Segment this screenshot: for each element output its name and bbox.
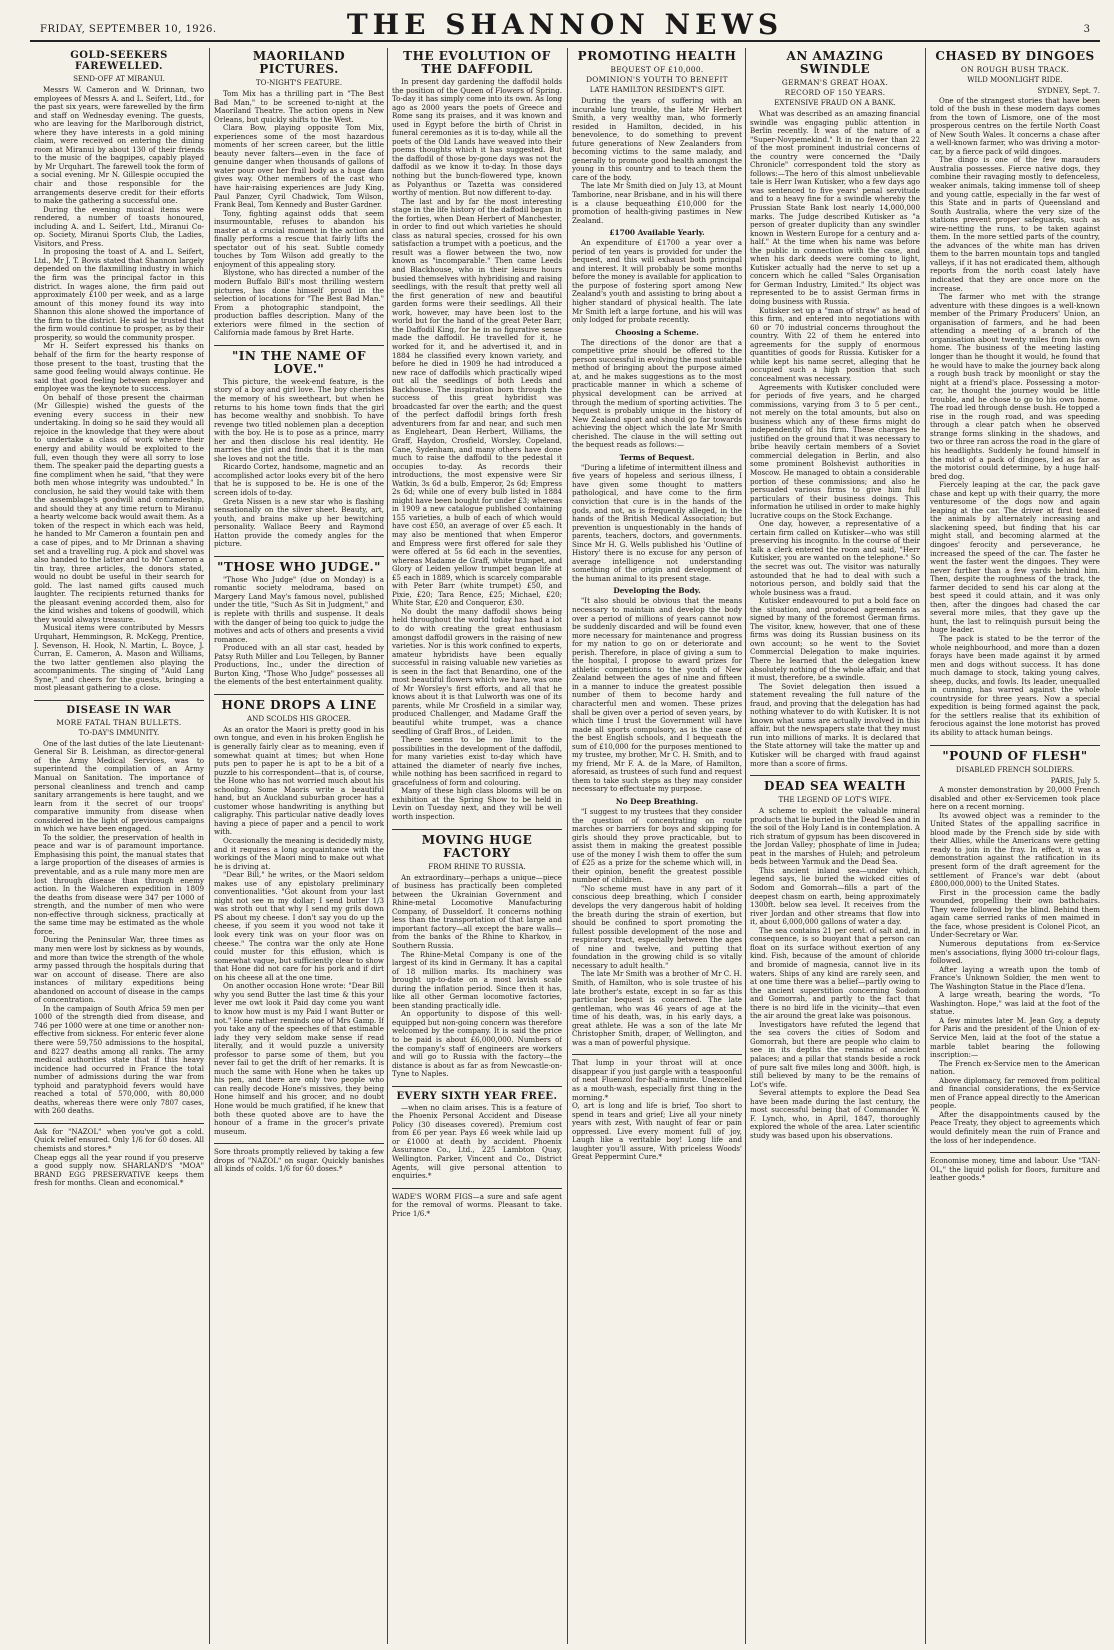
paragraph: After laying a wreath upon the tomb of France's Unknown Soldier, the men went to The Washington Statue in the Place d'Iena.	[930, 964, 1100, 991]
issue-date: FRIDAY, SEPTEMBER 10, 1926.	[40, 24, 217, 35]
paragraph: Many of these high class blooms will be on exhibition at the Spring Show to be held in Levin on Tuesday next, and they will be well worth inspection.	[392, 786, 562, 822]
headline: THE EVOLUTION OF THE DAFFODIL	[403, 49, 551, 76]
headline: MAORILAND PICTURES.	[252, 49, 346, 76]
headline: "THOSE WHO JUDGE."	[217, 559, 381, 574]
paragraph: The Soviet delegation then issued a statement revealing the full nature of the fraud, and proving that the delegation has had nothing whatever to do with Kutisker. It is not known what sums are actually involved in this affair, but the newspapers state that they must run into millions of marks. It is declared that the State attorney will take the matter up and Kutisker will be charged with fraud against more than a score of firms.	[750, 681, 920, 768]
paragraph: "During a lifetime of intermittent illness and five years of hopeless and serious illness, I have given some thought to matters pathological, and have come to the firm conviction that cure is in the hands of the gods, and not, as is frequently alleged, in the hands of the British Medical Association; but prevention is unquestionably in the hands of parents, teachers, doctors, and governments. Since Mr H. G. Wells published his 'Outline of History' there is no excuse for any person of average intelligence not understanding something of the origin and development of the human animal to its present stage.	[572, 462, 742, 583]
divider	[392, 829, 562, 830]
article	[34, 700, 204, 1116]
paragraph: Messrs W. Cameron and W. Drinnan, two employees of Messrs A. and L. Seifert, Ltd., for the past six years, were farewelled by the firm and staff on Wednesday evening. The guests, who are leaving for the Marlborough district, where they have interests in a gold mining claim, were received on entering the dining room at Miranui by about 130 of their friends to the music of the bagpipes, capably played by Mr Urquhart. The farewell took the form of a social evening. Mr N. Gillespie occupied the chair and those responsible for the arrangements deserve credit for their efforts to make the gathering a successful one.	[34, 85, 204, 206]
paragraph: —when no claim arises. This is a feature of the Phoenix Personal Accident and Disease Policy (30 diseases covered). Premium cost from £6 per year. Pays £6 week while laid up or £1000 at death by accident. Phoenix Assurance Co., Ltd., 225 Lambton Quay, Wellington. Parker, Vincent and Co., District Agents, will give personal attention to enquiries.*	[392, 1102, 562, 1181]
paragraph: "It also should be obvious that the means necessary to maintain and develop the body over a period of millions of years cannot now be suddenly discarded and will be found even more necessary for maintenance and progress for my nation to go on or deteriorate and perish. Therefore, in place of giving a sum to the hospital, I propose to award prizes for athletic competitions to the youth of New Zealand between the ages of nine and fifteen in a manner to induce the greatest possible number of them to become hardy and characterful men and women. These prizes shall be given over a period of seven years, by which time I trust the Government will have made all sports compulsory, as is the case of the best English schools, and I bequeath the sum of £10,000 for the purposes mentioned to my trustee, my brother, Mr C. H. Smith, and to my friend, Mr F. A. de la Mare, of Hamilton, aforesaid, as trustees of such fund and request them to take such steps as they may consider necessary to effectuate my purpose.	[572, 596, 742, 794]
column	[572, 48, 742, 1644]
paragraph: No doubt the many daffodil shows being held throughout the world today has had a lot to do with creating the great enthusiasm amongst daffodil growers in the raising of new varieties. Nor is this work confined to experts, amateur hybridists have been equally successful in raising valuable new varieties as is seen in the fact that Benardino, one of the most beautiful flowers which we have, was one of Mr Worsley's first efforts, and all that he knows about it is that Lulworth was one of its parents, while Mr Crosfield in a similar way, produced Challenger, and Madame Graff the beautiful white trumpet, was a chance seedling of Graff Bros., of Leiden.	[392, 606, 562, 736]
headline: "POUND OF FLESH"	[942, 748, 1088, 763]
subheadline: TO-NIGHT'S FEATURE.	[255, 78, 343, 87]
column	[214, 48, 384, 1644]
paragraph: There seems to be no limit to the possibilities in the development of the daffodil, for many varieties exist to-day which have attained the diameter of nearly five inches, while nothing has been sacrificed in regard to gracefulness of form and colouring.	[392, 735, 562, 787]
paragraph: Tony, fighting against odds that seem insurmountable, refuses to abandon his master at a crucial moment in the action and finally performs a rescue that fairly lifts the spectator out of his seat. Subtle comedy touches by Tom Wilson add greatly to the enjoyment of this appealing story.	[214, 208, 384, 269]
paragraph: Blystone, who has directed a number of the modern Buffalo Bill's most thrilling western pictures, has done himself proud in the selection of locations for "The Best Bad Man." From a photographic standpoint, the production baffles description. Many of the exteriors were filmed in the section of California made famous by Bret Harte.	[214, 268, 384, 338]
paragraph: An opportunity to dispose of this well-equipped but non-going concern was therefore welcomed by the company. It is said the price to be paid is about £6,000,000. Numbers of the company's staff of engineers are workers and will go to Russia with the factory—the distance is about as far as from Newcastle-on-Tyne to Naples.	[392, 1009, 562, 1079]
divider	[392, 1188, 562, 1189]
paragraph: Kutisker endeavoured to put a bold face on the situation, and produced agreements as signed by many of the foremost German firms. The visitor, knew, however, that one of these firms was doing its Russian business on its own account; so he went to the Soviet Commercial Delegation to make inquiries. There he learned that the delegation knew absolutely nothing of the whole affair, and that it must, therefore, be a swindle.	[750, 596, 920, 683]
divider	[572, 1054, 742, 1055]
paragraph: The directions of the donor are that a competitive prize should be offered to the person successful in evolving the most suitable method of bringing about the purpose aimed at, and he makes suggestions as to the most practicable manner in which a scheme of physical development can be arrived at through the medium of sporting activities. The bequest is probably unique in the history of New Zealand sport and should go far towards achieving the object which the late Mr Smith cherished. The clause in the will setting out the bequest reads as follows:—	[572, 337, 742, 450]
subheadline: ON ROUGH BUSH TRACK.	[960, 65, 1070, 74]
headline: MOVING HUGE FACTORY	[421, 832, 533, 860]
divider	[214, 694, 384, 695]
paragraph: A scheme to exploit the valuable mineral products that lie buried in the Dead Sea and in the soil of the Holy Land is in contemplation. A rich stratum of gypsum has been discovered in the Jordan Valley; phosphate of lime in Judea; peat in the marshes of Huleh; and petroleum beds between Yarmuk and the Dead Sea.	[750, 806, 920, 867]
subheadline: RECORD OF 150 YEARS.	[784, 88, 886, 97]
column-rule	[387, 48, 388, 1644]
paragraph: During the years of suffering with an incurable lung trouble, the late Mr Herbert Smith, a very wealthy man, who formerly resided in Hamilton, decided, in his benevolence, to do something to prevent future generations of New Zealanders from becoming victims to the same malady, and generally to promote good health amongst the young in this country and to teach them the care of the body.	[572, 96, 742, 182]
paragraph: Its avowed object was a reminder to the United States of the appalling sacrifice in blood made by the French side by side with their Allies, while the Americans were getting ready to join in the fray. In effect, it was a demonstration against the ratification in its present form of the draft agreement for the settlement of France's war debt (about £800,000,000) to the United States.	[930, 810, 1100, 889]
paragraph: Musical items were contributed by Messrs Urquhart, Hemmingson, R. McKegg, Prentice, J. Sevenson, H. Hook, N. Martin, L. Boyce, J. Curran, E. Cameron, A. Mason and Williams, the two latter gentlemen also playing the accompaniments. The singing of "Auld Lang Syne," and cheers for the guests, bringing a most pleasant gathering to a close.	[34, 623, 204, 693]
subheadline: GERMAN'S GREAT HOAX.	[781, 78, 889, 87]
paragraph: Agreements with Kutisker concluded were for periods of five years, and he charged commissions, varying from 3 to 5 per cent., not merely on the total amounts, but also on business which any of these firms might do independently of his firm. These charges he justified on the ground that it was necessary to bribe heavily certain members of a Soviet commercial delegation in Berlin, and also some prominent Bolshevist authorities in Moscow. He managed to obtain a considerable portion of these commissions; and also he persuaded various firms to give him full particulars of their business doings. This information he utilised in order to make highly lucrative coups on the Stock Exchange.	[750, 382, 920, 520]
paragraph: Above diplomacy, far removed from political and financial considerations, the ex-Service men of France appeal directly to the American people.	[930, 1075, 1100, 1111]
paragraph: WADE'S WORM FIGS—a sure and safe agent for the removal of worms. Pleasant to take. Price 1/6.*	[392, 1191, 562, 1218]
paragraph: Occasionally the meaning is decidedly misty, and it requires a long acquaintance with the workings of the Maori mind to make out what he is driving at.	[214, 836, 384, 871]
headline: HONE DROPS A LINE	[221, 697, 377, 712]
section-heading: Developing the Body.	[613, 586, 701, 596]
section-heading: Choosing a Scheme.	[615, 327, 699, 337]
headline: "IN THE NAME OF LOVE."	[232, 348, 366, 376]
subheadline: LATE HAMILTON RESIDENT'S GIFT.	[589, 85, 725, 94]
paragraph: The Rhine-Metal Company is one of the largest of its kind in Germany. It has a capital of 18 million marks. Its machinery was brought up-to-date on a most lavish scale during the inflation period. Since then it has, like all other German locomotive factories, been standing practically idle.	[392, 949, 562, 1010]
divider	[392, 1086, 562, 1087]
paragraph: What was described as an amazing financial swindle was engaging public attention in Berlin recently. It was of the nature of a "Super-Novpemekind." It in no fewer than 22 of the most prominent industrial concerns of the country were concerned the "Daily Chronicle" correspondent told the story as follows:—The hero of this almost unbelievable tale is Herr Iwan Kutisker, who a few days ago was sentenced to five years' penal servitude and to a heavy fine for a swindle whereby the Prussian State Bank lost nearly 14,000,000 marks. The Judge described Kutisker as "a person of greater duplicity than any swindler known in Western Europe for a century and a-half." At the time when his name was before the public in connection with the case, and when his dark deeds were coming to light, Kutisker actually had the nerve to set up a concern which he called "Sales Organisation for German Industry, Limited." Its object was represented to be to assist German firms in doing business with Russia.	[750, 109, 920, 307]
paragraph: A few minutes later M. Jean Goy, a deputy for Paris and the president of the Union of ex-Service Men, laid at the foot of the statue a marble tablet bearing the following inscription:—	[930, 1015, 1100, 1060]
paragraph: This ancient inland sea—under which, legend says, lie buried the wicked cities of Sodom and Gomorrah—fills a part of the deepest chasm on earth, being approximately 1300ft. below sea level. It receives from the river Jordan and other streams that flow into it, about 6,000,000 gallons of water a day.	[750, 865, 920, 927]
divider	[214, 556, 384, 557]
paragraph: During the evening musical items were rendered, a number of toasts honoured, including A. and L. Seifert, Ltd., Miranui Co-op. Society, Miranui Sports Club, the Ladies, Visitors, and Press.	[34, 204, 204, 248]
paragraph: The last and by far the most interesting stage in the life history of the daffodil began in the forties, when Dean Herbert of Manchester, in order to find out which varieties he should class as natural species, crossed for his own satisfaction a trumpet with a poeticus, and the result was a flower between the two, now known as "incomparable." Then came Leeds and Blackhouse, who in their leisure hours busied themselves with hybridising and raising seedlings, with the result that pretty well all the first generation of new and beautiful garden forms were their seedlings. All their work, however, may have been lost to the world but for the hand of the great Peter Barr, the Daffodil King, for he in no figurative sense made the daffodil. He travelled for it, he worked for it, and he advertised it, and in 1884 he classified every known variety, and before he died in 1909 he had introduced a new race of daffodils which practically wiped out all the seedlings of both Leeds and Backhouse. The inspiration born through the success of this great hybridist was broadcasted far over the earth; and the quest of the perfect daffodil brings forth fresh adventurers from far and near, and such men as Engleheart, Dean Herbert, Williams, the Graff, Haydon, Crosfield, Worsley, Copeland, Cane, Sydenham, and many others have done much to raise the daffodil to the pedestal it occupies to-day. As records their introductions, the most expensive were Sir Watkin, 3s 6d a bulb, Emperor, 2s 6d; Empress 2s 6d; while one of every bulb listed in 1884 might have been bought for under £3; whereas in 1909 a new catalogue published containing 155 varieties, a bulb of each of which would have cost £50, an average of over £5 each. It may also be mentioned that when Emperor and Empress were first offered for sale they were offered at 5s 6d each in the seventies, whereas Madame de Graff, white trumpet, and Glory of Leiden yellow trumpet began life at £5 each in 1889, which is scarcely comparable with Peter Barr (white trumpet) £50, and Pixie, £20; Tara Rence, £25; Michael, £20; White Star, £20 and Conqueror, £30.	[392, 196, 562, 608]
advertisement	[392, 1188, 562, 1219]
paragraph: This picture, the week-end feature, is the story of a boy and girl love. The boy cherishes the memory of his sweetheart, but when he returns to his home town finds that the girl has become wealthy and snobbish. To have revenge two titled noblemen plan a deception with the boy. He is to pose as a prince, marry her and then disclose his real identity. He marries the girl and finds that it is the man she loves and not the title.	[214, 376, 384, 463]
paragraph: The French ex-Service men to the American nation.	[930, 1058, 1100, 1077]
article	[750, 50, 920, 768]
paragraph: The late Mr Smith was a brother of Mr C. H. Smith, of Hamilton, who is sole trustee of his late brother's estate, except in so far as this particular bequest is concerned. The late gentleman, who was 46 years of age at the time of his death, was, in his early days, a great athlete. He was a son of the late Mr Christopher Smith, draper, of Wellington, and was a man of powerful physique.	[572, 969, 742, 1047]
paragraph: In present day gardening the daffodil holds the position of the Queen of Flowers of Spring. To-day it has simply come into its own. As long ago as 2000 years the poets of Greece and Rome sang its praises, and it was known and used in Egypt before the birth of Christ in funeral ceremonies as it is to-day, while all the poets of the Old Lands have weaved into their poems thoughts which it has suggested. But the daffodil of those by-gone days was not the daffodil as we know it to-day. In those days nothing but the bunch-flowered type, known as Polyanthus or Tazetta was considered worthy of mention. But now different to-day.	[392, 77, 562, 198]
section-heading: Terms of Bequest.	[619, 452, 695, 462]
subheadline: WILD MOONLIGHT RIDE.	[967, 75, 1063, 84]
advertisement	[34, 1123, 204, 1188]
paragraph: "Dear Bill," he writes, or the Maori seldom makes use of any epistolary preliminary conventionalities. "Got akount from your last night not see m my dollar; I send butter 1/3 was stroth out that why I send my grils down PS about my cheese. I don't say you do up the cheese, if you seem it you wood not take it look every tink was on your floor was on cheese." The contra war the only ate Hone could muster for this effusion, which is somewhat vague, but sufficiently clear to show that Hone did not care for his pork and if dirt on his cheese all at the one time.	[214, 870, 384, 982]
subheadline: AND SCOLDS HIS GROCER.	[246, 713, 352, 723]
dateline: PARIS, July 5.	[1050, 775, 1100, 785]
paragraph: A monster demonstration by 20,000 French disabled and other ex-Servicemen took place here on a recent morning.	[930, 785, 1100, 812]
paragraph: Economise money, time and labour. Use "TAN-OL," the liquid polish for floors, furniture and leather goods.*	[930, 1156, 1100, 1183]
paragraph: On another occasion Hone wrote: "Dear Bill why you send Butter the last time & this your lever me owt look it Paid day come you want to know how must is my Paid I want Butter or not." Hone rather reminds one of Mrs Gamp. If you take any of the speeches of that estimable lady they very seldom make sense if read literally, and it would puzzle a university professor to parse some of them, but you never fail to get the drift of her remarks. It is much the same with Hone when he takes up his pen, and there are only two people who can really decode Hone's missives, they being Hone himself and his grocer, and no doubt Hone would be much gratified, if he knew that both these quoted above are to have the honour of a frame in the grocer's private museum.	[214, 981, 384, 1136]
paragraph: One of the last duties of the late Lieutenant-General Sir B. Leishman, as director-general of the Army Medical Services, was to superintend the compilation of an Army Manual on Sanitation. The importance of personal cleanliness and trench and camp sanitary arrangements is here taught, and we learn from it the secret of our troops' comparative immunity from disease when considered in the light of previous campaigns in which we have been engaged.	[34, 738, 204, 834]
subheadline: BEQUEST OF £10,000.	[610, 65, 704, 74]
paragraph: Ricardo Cortez, handsome, magnetic and an accomplished actor looks every bit of the hero that he is supposed to be. He is one of the screen idols of to-day.	[214, 462, 384, 497]
column-rule	[209, 48, 210, 1644]
article	[930, 745, 1100, 1146]
paragraph: The dingo is one of the few marauders Australia possesses. Fierce native dogs, they combine their ravaging mostly to defenceless, weaker animals, taking immense toll of sheep and young cattle, especially in the far west of this State and in parts of Queensland and South Australia, where the very size of the stations prevent proper safeguards, such as wire-netting the runs, to be taken against them. In the more settled parts of the country, the advances of the white man has driven them to the barren mountain tops and tangled valleys, if it has not eradicated them, although reports from the north coast lately have indicated that they are once more on the increase.	[930, 155, 1100, 293]
column	[750, 48, 920, 1644]
headline: CHASED BY DINGOES	[935, 49, 1095, 63]
paragraph: An extraordinary—perhaps a unique—piece of business has practically been completed between the Ukrainian Government and Rhine-metal Locomotive Manufacturing Company, of Dusseldorf. It concerns nothing less than the transportation of that large and important factory—all except the bare walls—from the banks of the Rhine to Kharkov, in Southern Russia.	[392, 872, 562, 950]
paragraph: A large wreath, bearing the words, "To Washington. Hope," was laid at the foot of the statue.	[930, 990, 1100, 1017]
paragraph: To the soldier, the preservation of health in peace and war is of paramount importance. Emphasising this point, the manual states that a large proportion of the diseases of armies is preventable, and as a rule many more men are lost through disease than through enemy action. In the Walcheren expedition in 1809 the deaths from disease were 347 per 1000 of strength, and the number of men who were non-effective through sickness, practically at the same time may be estimated as the whole force.	[34, 832, 204, 936]
paragraph: Clara Bow, playing opposite Tom Mix, experiences some of the most hazardous moments of her screen career, but the little beauty never falters—even in the face of genuine danger when thousands of gallons of water pour over her frail body as a huge dam gives way. Other members of the cast who have hair-raising experiences are Judy King, Paul Panzer, Cyril Chadwick, Tom Wilson, Frank Beal, Tom Kennedy and Buster Gardner.	[214, 123, 384, 210]
subheadline: SEND-OFF AT MIRANUI.	[73, 74, 165, 83]
paragraph: One day, however, a representative of a certain firm called on Kutisker—who was still preserving his incognito. In the course of their talk a clerk entered the room and said, "Herr Kutisker, you are wanted on the telephone." So the secret was out. The visitor was naturally astounded that he had to deal with such a notorious person, and boldly said that the whole business was a fraud.	[750, 519, 920, 597]
article	[214, 50, 384, 338]
paragraph: Ask for "NAZOL" when you've got a cold. Quick relief ensured. Only 1/6 for 60 doses. All chemists and stores.*	[34, 1126, 204, 1153]
headline: DISEASE IN WAR	[66, 704, 172, 716]
paragraph: Tom Mix has a thrilling part in "The Best Bad Man," to be screened to-night at the Maoriland Theatre. The action opens in New Orleans, but quickly shifts to the West.	[214, 89, 384, 124]
paragraph: Mr H. Seifert expressed his thanks on behalf of the firm for the hearty response of those present to the toast, trusting that the same good feeling would always continue. He said that good feeling between employer and employee was the keynote to success.	[34, 341, 204, 394]
article	[750, 775, 920, 1140]
paragraph: The sea contains 21 per cent. of salt and, in consequence, is so buoyant that a person can float on its surface without exertion of any kind. Fish, because of the amount of chloride and bromide of magnesia, cannot live in its waters. Ships of any kind are rarely seen, and at one time there was a belief—partly owing to the ancient superstition concerning Sodom and Gomorrah, and partly to the fact that there is no bird life in the vicinity—that even the air around the great lake was poisonous.	[750, 925, 920, 1021]
subheadline: EXTENSIVE FRAUD ON A BANK.	[774, 98, 896, 107]
paragraph: The pack is stated to be the terror of the whole neighbourhood, and more than a dozen forays have been made against it by armed men and dogs without success. It has done much damage to stock, taking young calves, sheep, ducks, and fowls. Its leader, unequalled in cunning, has warred against the whole countryside for three years. Now a special expedition is being formed against the pack, for the settlers realise that its exhibition of ferocious against the lone motorist has proved its ability to attack human beings.	[930, 634, 1100, 738]
paragraph: In proposing the toast of A. and L. Seifert, Ltd., Mr J. T. Bovis stated that Shannon largely depended on the flaxmilling industry in which the firm was the principal factor in this district. In wages alone, the firm paid out approximately £100 per week, and as a large amount of this money found its way into Shannon this alone showed the importance of the firm to the district. He said he trusted that the firm would continue to prosper, as by their prosperity, so would the community prosper.	[34, 247, 204, 342]
column-rule	[925, 48, 926, 1644]
article	[34, 50, 204, 693]
advertisement	[214, 1143, 384, 1174]
column	[392, 48, 562, 1644]
divider	[34, 700, 204, 701]
paragraph: Fiercely leaping at the car, the pack gave chase and kept up with their quarry, the more venturesome of the dogs now and again leaping at the car. The driver at first teased the animals by alternately increasing and slackening speed, but finding that his car might stall, and becoming alarmed at the dingoes' ferocity and perseverance, he increased the speed of the car. The faster he went the faster went the dingoes. They were never further than a few yards behind him. Then, despite the roughness of the track, the farmer decided to send his car along at the best speed it could attain, and it was only then, after the dingoes had chased the car several more miles, that they gave up the hunt, the last to relinquish pursuit being the huge leader.	[930, 480, 1100, 635]
advertisement	[572, 1054, 742, 1162]
paragraph: Numerous deputations from ex-Service men's associations, flying 3000 tri-colour flags, followed.	[930, 938, 1100, 966]
paragraph: Greta Nissen is a new star who is flashing sensationally on the silver sheet. Beauty, art, youth, and brains make up her bewitching personality. Wallace Beery and Raymond Hatton provide the comedy angles for the picture.	[214, 496, 384, 549]
subheadline: MORE FATAL THAN BULLETS.	[56, 717, 182, 727]
paragraph: As an orator the Maori is pretty good in his own tongue, and even in his broken English he is generally fairly clear as to meaning, even if somewhat quaint at times; but when Hone puts pen to paper he is apt to be a bit of a puzzle to his correspondent—that is, of course, the Hone who has not worried much about his schooling. Some Maoris write a beautiful hand, but an Auckland suburban grocer has a customer whose handwriting is anything but caligraphy. This particular native deadly loves having a piece of paper and a pencil to work with.	[214, 724, 384, 837]
subheadline: DISABLED FRENCH SOLDIERS.	[955, 764, 1075, 774]
article	[392, 1086, 562, 1181]
paragraph: The late Mr Smith died on July 13, at Mount Tamborine, near Brisbane, and in his will there is a clause bequeathing £10,000 for the promotion of health-giving pastimes in New Zealand.	[572, 181, 742, 225]
article	[214, 345, 384, 549]
paragraph: In the campaign of South Africa 59 men per 1000 of the strength died from disease, and 746 per 1000 were at one time or another non-effective from sickness. For enteric fever alone there were 59,750 admissions to the hospital, and 8227 deaths among all ranks. The army medical authorities state that if this heavy incidence had occurred in France the total number of admissions during the war from typhoid and paratyphoid fevers would have reached a total of 570,000, with 80,000 deaths, whereas there were only 7807 cases, with 260 deaths.	[34, 1003, 204, 1116]
subheadline: DOMINION'S YOUTH TO BENEFIT	[586, 75, 728, 84]
divider	[930, 1152, 1100, 1153]
divider	[34, 1123, 204, 1124]
section-heading: No Deep Breathing.	[615, 797, 699, 807]
masthead	[30, 6, 1100, 42]
paragraph: That lump in your throat will at once disappear if you just gargle with a teaspoonful of neat Fluenzol for-half-a-minute. Unexcelled as a mouth-wash, especially first thing in the morning.*	[572, 1058, 742, 1102]
article	[392, 829, 562, 1079]
headline: DEAD SEA WEALTH	[764, 779, 906, 794]
subheadline: TO-DAY'S IMMUNITY.	[78, 727, 160, 737]
page-number: 3	[1083, 24, 1090, 35]
article	[214, 556, 384, 687]
article	[214, 694, 384, 1136]
column-rule	[745, 48, 746, 1644]
paragraph: Produced with an all star cast, headed by Patsy Ruth Miller and Lou Tellegen, by Banner Productions, Inc., under the direction of Burton King, "Those Who Judge" possesses all the elements of the best entertainment quality.	[214, 643, 384, 687]
article	[572, 50, 742, 1047]
paragraph: An expenditure of £1700 a year over a period of ten years is provided for under the bequest, and this will exhaust both principal and interest. It will probably be some months before the money is available for application to the purpose of fostering sport among New Zealand's youth and assisting to bring about a higher standard of physical health. The late Mr Smith left a large fortune, and his will was only lodged for probate recently.	[572, 238, 742, 325]
paragraph: "No scheme must have in any part of it conscious deep breathing, which I consider develops the very dangerous habit of holding the breath during the strain of exertion, but should be confined to sport promoting the fullest possible development of the nose and respiratory tract, especially between the ages of nine and twelve, and putting that foundation in the growing child is so vitally necessary to adult health."	[572, 883, 742, 970]
divider	[214, 1143, 384, 1144]
paragraph: Kutisker set up a "man of straw" as head of this firm, and entered into negotiations with 60 or 70 industrial concerns throughout the country. With 22 of them he entered into agreements for the supply of enormous quantities of goods for Russia. Kutisker for a while kept his name secret, alleging that he occupied such a high position that such concealment was necessary.	[750, 305, 920, 383]
paragraph: "Those Who Judge" (due on Monday) is a romantic society melodrama, based on Margery Land May's famous novel, published under the title, "Such As Sit in Judgment," and is replete with thrills and suspense. It deals with the danger of being too quick to judge the motives and acts of others and presents a vivid romance.	[214, 574, 384, 644]
subheadline: THE LEGEND OF LOT'S WIFE.	[778, 795, 892, 805]
paragraph: Cheap eggs all the year round if you preserve a good supply now. SHARLAND'S "MOA" BRAND EGG PRESERVATIVE keeps them fresh for months. Clean and economical.*	[34, 1152, 204, 1188]
article	[930, 50, 1100, 738]
paragraph: On behalf of those present the chairman (Mr Gillespie) wished the guests of the evening every success in their new undertaking. In doing so he said they would all rejoice in the knowledge that they were about to undertake a class of work where their energy and ability would be exploited to the full, even though they were all sorry to lose them. The speaker paid the departing guests a fine compliment when he said, "that they were both men whose integrity was undoubted." In conclusion, he said they would take with them the assemblage's goodwill and comradeship, and should they at any time return to Miranui a hearty welcome back would await them. As a token of the respect in which each was held, he handed to Mr Cameron a fountain pen and a case of pipes, and to Mr Drinnan a shaving set and a travelling rug. A pick and shovel was also handed to the latter and to Mr Cameron a tin tray, three articles, the donors stated, would no doubt be useful in their search for gold. The last named gifts caused much laughter. The recipients returned thanks for the pleasant evening accorded them, also for the kind wishes and tokens of goodwill, which they would always treasure.	[34, 392, 204, 624]
advertisement	[930, 1152, 1100, 1183]
paragraph: The farmer who met with the strange adventure with these dingoes is a well-known member of the Primary Producers' Union, an organisation of farmers, and he had been attending a meeting of a branch of the organisation about twenty miles from his own home. The business of the meeting lasting longer than he thought it would, he found that he would have to make the journey back along a rough bush track by moonlight or stay the night at a friend's place. Possessing a motor-car, he thought the journey would be little trouble, and he chose to go to his own home. The road led through dense bush. He topped a rise in the rough road, and was speeding through a clear patch when he observed strange forms slinking in the shadows, and two or three ran across the road in the glare of his headlights. Suddenly he found himself in the midst of a pack of dingoes, led as far as the motorist could determine, by a huge half-bred dog.	[930, 292, 1100, 481]
paragraph: One of the strangest stories that have been told of the bush in these modern days comes from the town of Lismore, one of the most prosperous centres on the fertile North Coast of New South Wales. It concerns a chase after a well-known farmer, who was driving a motor-car, by a fierce pack of wild dingoes.	[930, 95, 1100, 156]
headline: GOLD-SEEKERS FAREWELLED.	[70, 50, 168, 72]
headline: AN AMAZING SWINDLE	[786, 49, 884, 76]
paragraph: After the disappointments caused by the Peace Treaty, they object to agreements which would definitely mean the ruin of France and the loss of her independence.	[930, 1109, 1100, 1145]
divider	[214, 345, 384, 346]
paragraph: During the Peninsular War, three times as many men were lost by sickness as by wounds, and more than twice the strength of the whole army passed through the hospitals during that war on account of disease. There are also instances of military expeditions being abandoned on account of disease in the camps of concentration.	[34, 935, 204, 1005]
headline: PROMOTING HEALTH	[577, 49, 737, 63]
article	[392, 50, 562, 822]
paragraph: Sore throats promptly relieved by taking a few drops of "NAZOL" on sugar. Quickly banishes all kinds of colds. 1/6 for 60 doses.*	[214, 1147, 384, 1174]
divider	[930, 745, 1100, 746]
column-rule	[567, 48, 568, 1644]
headline: EVERY SIXTH YEAR FREE.	[396, 1090, 558, 1102]
paragraph: Investigators have refuted the legend that the sea covers the cities of Sodom and Gomorrah, but there are people who claim to see in its depths the remains of ancient palaces; and a pillar that stands beside a rock of pure salt five miles long and 300ft. high, is still believed by many to be the remains of Lot's wife.	[750, 1019, 920, 1089]
paragraph: First in the procession came the badly wounded, propelling their own bathchairs. They were followed by the blind. Behind them again came serried ranks of men maimed in the face, whose president is Colonel Picot, an Under-Secretary or War.	[930, 887, 1100, 940]
paragraph: Several attempts to explore the Dead Sea have been made during the last century, the most successful being that of Commander W. F. Lynch, who, in April, 1847, thoroughly explored the whole of the area. Later scientific study was based upon his observations.	[750, 1088, 920, 1140]
dateline: SYDNEY, Sept. 7.	[1037, 86, 1100, 95]
newspaper-title: THE SHANNON NEWS	[346, 8, 784, 41]
paragraph: "I suggest to my trustees that they consider the question of concentrating on route marches or barriers for boys and skipping for girls should they prove practicable, but to assist them in making the greatest possible use of the money I wish them to offer the sum of £25 as a prize for the scheme which will, in their opinion, benefit the greatest possible number of children.	[572, 807, 742, 885]
subheadline: FROM RHINE TO RUSSIA.	[428, 861, 526, 871]
divider	[750, 775, 920, 776]
section-heading: £1700 Available Yearly.	[609, 228, 705, 238]
paragraph: O, art is long and life is brief, Too short to spend in tears and grief; Live all your ninety years with zest, With naught of fear or pain oppressed. Live every moment full of joy, Laugh like a veritable boy! Long life and laughter you'll assure, With priceless Woods' Great Peppermint Cure.*	[572, 1101, 742, 1162]
column	[930, 48, 1100, 1644]
column	[34, 48, 204, 1644]
